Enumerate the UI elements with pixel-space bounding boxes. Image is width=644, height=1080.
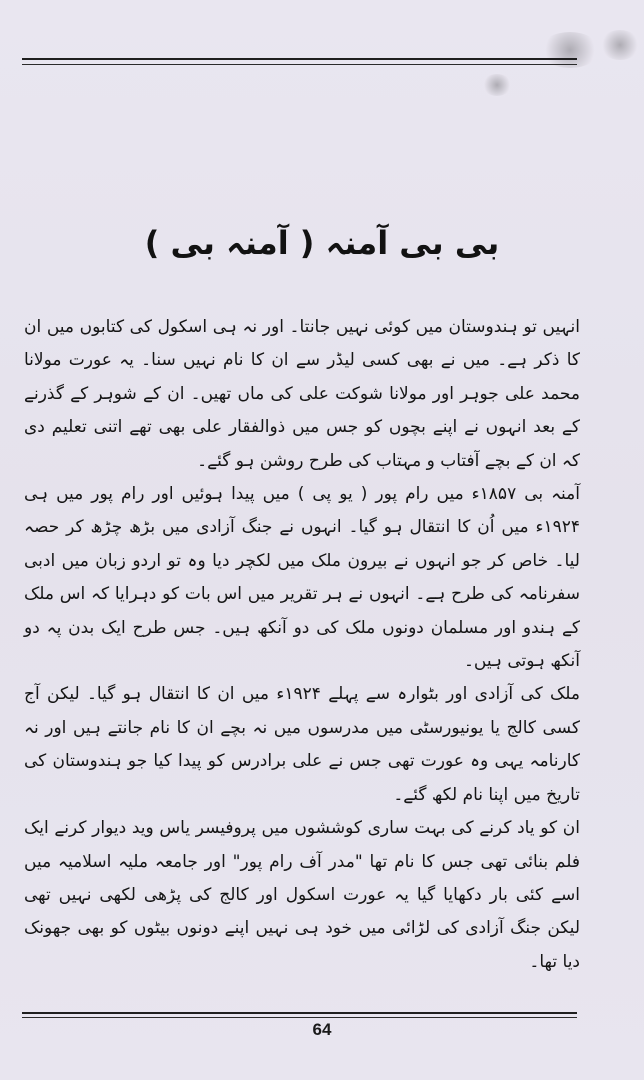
- paragraph-1: انہیں تو ہندوستان میں کوئی نہیں جانتا۔ اور نہ ہی اسکول کی کتابوں میں ان کا ذکر ہے۔ میں نے بھی کسی لیڈر سے ان کا نام نہیں سنا۔ یہ عورت مولانا محمد علی جوہر اور مولانا شوکت علی کی ماں تھیں۔ ان کے شوہر کے گذرنے کے بعد انہوں نے اپنے بچوں کو جس میں ذوالفقار علی بھی تھے اتنی تعلیم دی کہ ان کے بچے آفتاب و مہتاب کی طرح روشن ہو گئے۔: [24, 317, 580, 471]
- top-rule-line: [22, 64, 577, 65]
- top-rule-thin: [22, 58, 577, 60]
- paragraph-4: ان کو یاد کرنے کی بہت ساری کوششوں میں پروفیسر یاس وید دیوار کرنے ایک فلم بنائی تھی جس کا نام تھا "مدر آف رام پور" اور جامعہ ملیہ اسلامیہ میں اسے کئی بار دکھایا گیا یہ عورت اسکول اور کالج کی پڑھی لکھی نہیں تھی لیکن جنگ آزادی کی لڑائی میں خود ہی نہیں اپنے دونوں بیٹوں کو بھی جھونک دیا تھا۔: [24, 818, 580, 972]
- paragraph-3: ملک کی آزادی اور بٹوارہ سے پہلے ۱۹۲۴ء میں ان کا انتقال ہو گیا۔ لیکن آج کسی کالج یا یونیورسٹی میں مدرسوں میں نہ بچے ان کا نام جانتے ہیں اور نہ کارنامہ یہی وہ عورت تھی جس نے علی برادرس کو پیدا کیا جو ہندوستان کی تاریخ میں اپنا نام لکھ گئے۔: [24, 684, 580, 805]
- bottom-rule-thick: [22, 1012, 577, 1014]
- chapter-body: [24, 311, 580, 979]
- scan-smudge: [600, 30, 640, 60]
- page-number: 64: [312, 1020, 332, 1039]
- chapter-title: بی بی آمنہ ( آمنہ بی ): [144, 224, 500, 262]
- scan-smudge: [540, 32, 600, 68]
- bottom-rule-line: [22, 1017, 577, 1018]
- paragraph-2: آمنہ بی ۱۸۵۷ء میں رام پور ( یو پی ) میں پیدا ہوئیں اور رام پور میں ہی ۱۹۲۴ء میں اُن کا انتقال ہو گیا۔ انہوں نے جنگ آزادی میں بڑھ چڑھ کر حصہ لیا۔ خاص کر جو انہوں نے بیرون ملک میں لکچر دیا وہ تو اردو زبان میں ادبی سفرنامہ کی طرح ہے۔ انہوں نے ہر تقریر میں اس بات کو دہرایا کہ اس ملک کے ہندو اور مسلمان دونوں ملک کی دو آنکھ ہیں۔ جس طرح ایک بدن پہ دو آنکھ ہوتی ہیں۔: [24, 484, 580, 672]
